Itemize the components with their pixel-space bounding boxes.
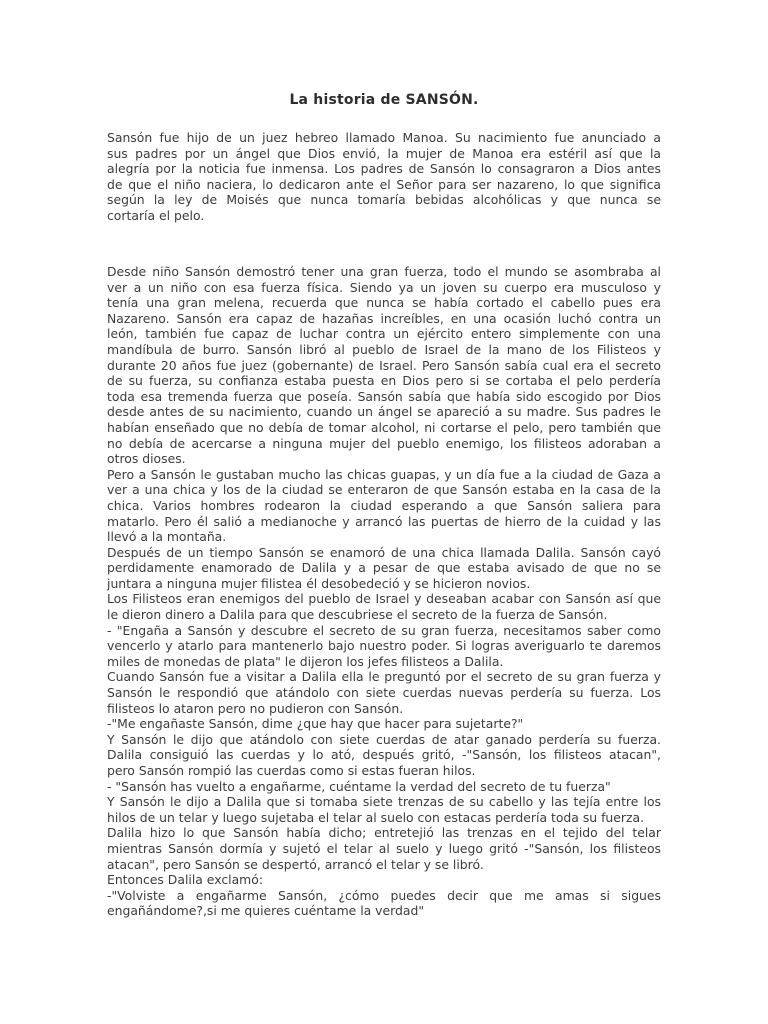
- text-line: juntara a ninguna mujer filistea él desobedeció y se hicieron novios.: [107, 575, 531, 591]
- text-line: Dalila hizo lo que Sansón había dicho; entretejió las trenzas en el tejido del telar: [107, 825, 661, 841]
- text-line: Los Filisteos eran enemigos del pueblo de Israel y deseaban acabar con Sansón así que: [107, 591, 661, 607]
- text-line: miles de monedas de plata" le dijeron los jefes filisteos a Dalila.: [107, 653, 504, 669]
- text-line: Y Sansón le dijo que atándolo con siete cuerdas de atar ganado perdería su fuerza.: [107, 731, 661, 747]
- intro-paragraph: [107, 130, 661, 224]
- text-line: - "Engaña a Sansón y descubre el secreto de su gran fuerza, necesitamos saber como: [107, 622, 661, 638]
- text-line: león, también fue capaz de luchar contra un ejército entero simplemente con una: [107, 326, 661, 342]
- text-line: ver a una chica y los de la ciudad se enteraron de que Sansón estaba en la casa de la: [107, 482, 661, 498]
- text-line: según la ley de Moisés que nunca tomaría bebidas alcohólicas y que nunca se: [107, 192, 661, 208]
- text-line: ver a un niño con esa fuerza física. Siendo ya un joven su cuerpo era musculoso y: [107, 279, 661, 295]
- text-line: llevó a la montaña.: [107, 529, 227, 545]
- text-line: otros dioses.: [107, 451, 186, 467]
- text-line: habían enseñado que no debía de tomar alcohol, ni cortarse el pelo, pero también que: [107, 419, 661, 435]
- text-line: durante 20 años fue juez (gobernante) de Israel. Pero Sansón sabía cual era el secreto: [107, 357, 661, 373]
- text-line: filisteos lo ataron pero no pudieron con Sansón.: [107, 700, 404, 716]
- text-line: no debía de acercarse a ninguna mujer del pueblo enemigo, los filisteos adoraban a: [107, 435, 661, 451]
- text-line: de que el niño naciera, lo dedicaron ante el Señor para ser nazareno, lo que significa: [107, 176, 661, 192]
- text-line: Sansón le respondió que atándolo con siete cuerdas nuevas perdería su fuerza. Los: [107, 685, 661, 701]
- text-line: Dalila consiguió las cuerdas y lo ató, después gritó, -"Sansón, los filisteos atacan",: [107, 747, 661, 763]
- body-paragraph: [107, 264, 661, 919]
- text-line: Después de un tiempo Sansón se enamoró de una chica llamada Dalila. Sansón cayó: [107, 544, 661, 560]
- text-line: Y Sansón le dijo a Dalila que si tomaba siete trenzas de su cabello y las tejía entre los: [107, 794, 661, 810]
- text-line: tenía una gran melena, recuerda que nunca se había cortado el cabello pues era: [107, 295, 661, 311]
- text-line: - "Sansón has vuelto a engañarme, cuéntame la verdad del secreto de tu fuerza": [107, 778, 611, 794]
- text-line: cortaría el pelo.: [107, 207, 205, 223]
- text-line: vencerlo y atarlo para mantenerlo bajo nuestro poder. Si logras averiguarlo te daremos: [107, 638, 661, 654]
- text-line: Pero a Sansón le gustaban mucho las chicas guapas, y un día fue a la ciudad de Gaza a: [107, 466, 661, 482]
- text-line: le dieron dinero a Dalila para que descubriese el secreto de la fuerza de Sansón.: [107, 607, 608, 623]
- text-line: Nazareno. Sansón era capaz de hazañas increíbles, en una ocasión luchó contra un: [107, 310, 661, 326]
- text-line: matarlo. Pero él salió a medianoche y arrancó las puertas de hierro de la cuidad y las: [107, 513, 661, 529]
- text-line: desde antes de su nacimiento, cuando un ángel se apareció a su madre. Sus padres le: [107, 404, 661, 420]
- text-line: engañándome?,si me quieres cuéntame la verdad": [107, 903, 425, 919]
- text-line: -"Me engañaste Sansón, dime ¿que hay que hacer para sujetarte?": [107, 716, 524, 732]
- text-line: pero Sansón rompió las cuerdas como si estas fueran hilos.: [107, 763, 476, 778]
- document-title: La historia de SANSÓN.: [289, 92, 479, 108]
- text-line: alegría por la noticia fue inmensa. Los padres de Sansón lo consagraron a Dios antes: [107, 161, 661, 177]
- text-line: mandíbula de burro. Sansón libró al pueblo de Israel de la mano de los Filisteos y: [107, 341, 661, 357]
- text-line: chica. Varios hombres rodearon la ciudad esperando a que Sansón saliera para: [107, 497, 661, 513]
- text-line: de su fuerza, su confianza estaba puesta en Dios pero si se cortaba el pelo perdería: [107, 373, 661, 389]
- text-line: mientras Sansón dormía y sujetó el telar al suelo y luego gritó -"Sansón, los filisteos: [107, 840, 661, 856]
- text-line: Entonces Dalila exclamó:: [107, 872, 263, 888]
- text-line: -"Volviste a engañarme Sansón, ¿cómo puedes decir que me amas si sigues: [107, 887, 661, 903]
- text-line: Cuando Sansón fue a visitar a Dalila ella le preguntó por el secreto de su gran fuerza y: [107, 669, 661, 685]
- text-line: toda esa tremenda fuerza que poseía. Sansón sabía que había sido escogido por Dios: [107, 388, 661, 404]
- text-line: perdidamente enamorado de Dalila y a pesar de que estaba avisado de que no se: [107, 560, 661, 576]
- text-line: Sansón fue hijo de un juez hebreo llamado Manoa. Su nacimiento fue anunciado a: [107, 130, 661, 145]
- text-line: hilos de un telar y luego sujetaba el telar al suelo con estacas perdería toda su fuerza.: [107, 809, 645, 825]
- text-line: atacan", pero Sansón se despertó, arrancó el telar y se libró.: [107, 856, 484, 872]
- text-line: Desde niño Sansón demostró tener una gran fuerza, todo el mundo se asombraba al: [107, 264, 661, 279]
- text-line: sus padres por un ángel que Dios envió, la mujer de Manoa era estéril así que la: [107, 145, 661, 161]
